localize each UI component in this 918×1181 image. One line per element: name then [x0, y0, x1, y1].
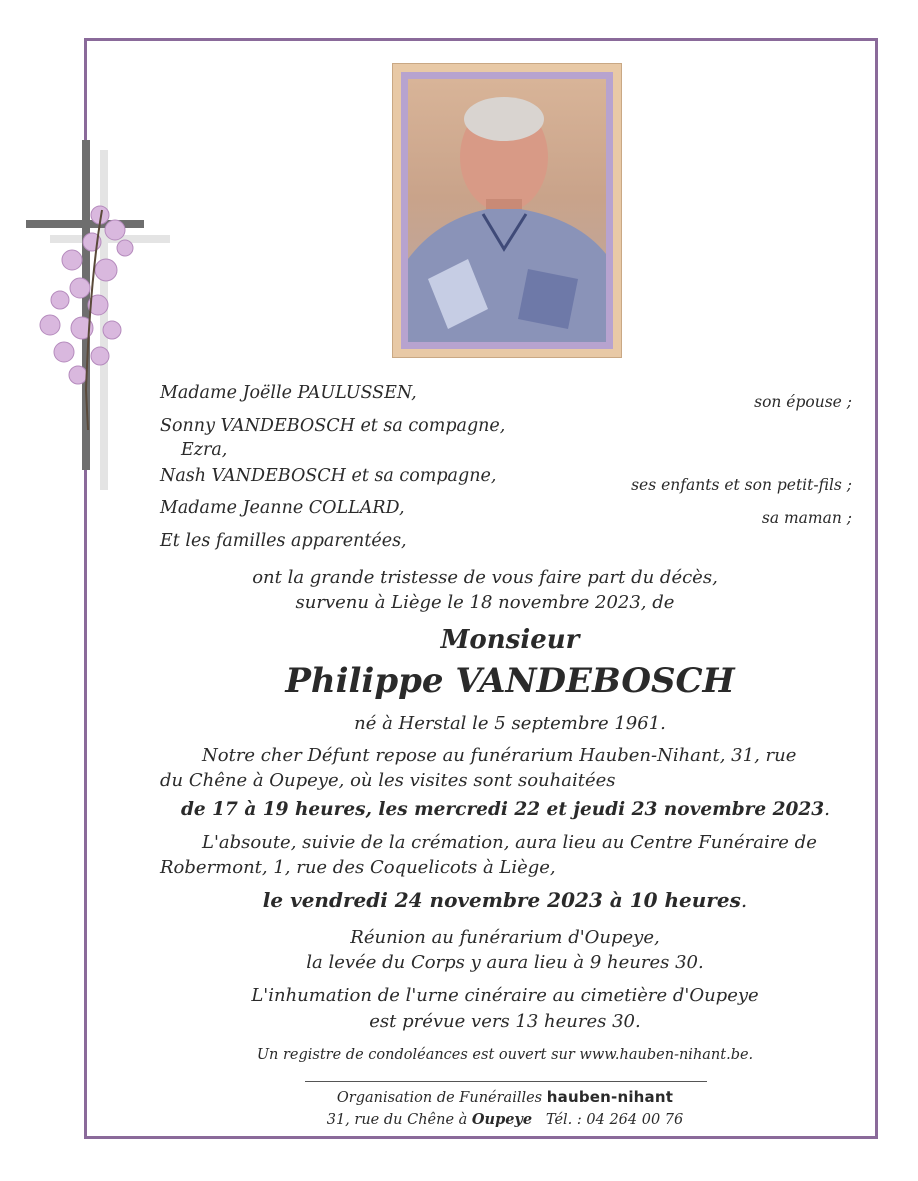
footer-organization: Organisation de Funérailles hauben-nihant: [336, 1088, 674, 1106]
visitation-line-1: Notre cher Défunt repose au funérarium Hauben-Nihant, 31, rue: [202, 745, 797, 766]
relation-children: ses enfants et son petit-fils ;: [631, 476, 852, 494]
burial-line-2: est prévue vers 13 heures 30.: [369, 1011, 641, 1032]
condolence-registry: Un registre de condoléances est ouvert sur www.hauben-nihant.be.: [256, 1047, 754, 1063]
brand-logo-text: hauben-nihant: [546, 1088, 674, 1106]
portrait-photo: [408, 79, 606, 342]
family-member-grandson: Ezra,: [181, 440, 228, 460]
footer-divider: [305, 1081, 707, 1082]
footer-address: 31, rue du Chêne à Oupeye Tél. : 04 264 00 76: [326, 1111, 684, 1128]
deceased-birth: né à Herstal le 5 septembre 1961.: [354, 713, 666, 734]
gathering-line-1: Réunion au funérarium d'Oupeye,: [350, 927, 660, 948]
deceased-honorific: Monsieur: [440, 625, 580, 655]
announcement-line-1: ont la grande tristesse de vous faire part du décès,: [252, 567, 718, 588]
ceremony-line-2: Robermont, 1, rue des Coquelicots à Liège,: [160, 857, 556, 878]
ceremony-line-1: L'absoute, suivie de la crémation, aura lieu au Centre Funéraire de: [202, 832, 817, 853]
cross-with-flowers-icon: [20, 130, 180, 510]
visitation-hours: de 17 à 19 heures, les mercredi 22 et jeudi 23 novembre 2023.: [181, 799, 830, 820]
gathering-line-2: la levée du Corps y aura lieu à 9 heures 30.: [306, 952, 704, 973]
deceased-name: Philippe VANDEBOSCH: [285, 661, 735, 701]
burial-line-1: L'inhumation de l'urne cinéraire au cimetière d'Oupeye: [251, 985, 759, 1006]
announcement-line-2: survenu à Liège le 18 novembre 2023, de: [295, 592, 675, 613]
portrait-photo-frame: [392, 63, 622, 358]
family-member-son-sonny: Sonny VANDEBOSCH et sa compagne,: [160, 416, 506, 436]
relation-spouse: son épouse ;: [754, 393, 852, 411]
person-portrait-icon: [408, 79, 606, 342]
relation-mother: sa maman ;: [761, 509, 852, 527]
family-relatives: Et les familles apparentées,: [160, 531, 407, 551]
family-member-spouse: Madame Joëlle PAULUSSEN,: [160, 383, 417, 403]
ceremony-date: le vendredi 24 novembre 2023 à 10 heures.: [262, 888, 748, 912]
visitation-line-2: du Chêne à Oupeye, où les visites sont souhaitées: [160, 770, 616, 791]
family-member-mother: Madame Jeanne COLLARD,: [160, 498, 405, 518]
family-member-son-nash: Nash VANDEBOSCH et sa compagne,: [160, 466, 497, 486]
